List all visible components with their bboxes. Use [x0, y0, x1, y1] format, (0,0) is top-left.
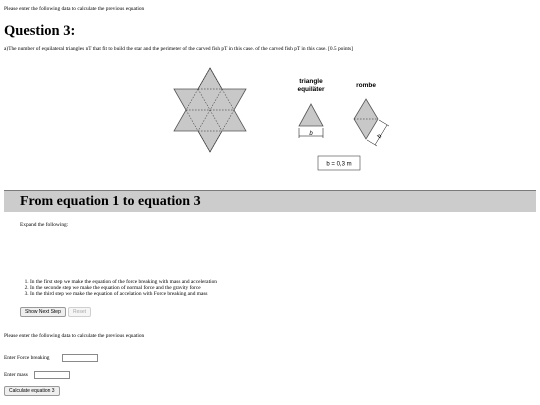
triangle-side-label: b — [309, 131, 313, 137]
triangle-shape — [299, 104, 323, 126]
force-breaking-input[interactable] — [62, 354, 98, 362]
section-header — [4, 190, 536, 212]
mass-input[interactable] — [34, 371, 70, 379]
rombe-side-label: b — [376, 133, 384, 140]
calculate-equation-button[interactable]: Calculate equation 3 — [4, 386, 60, 396]
mass-label: Enter mass — [4, 372, 28, 378]
rombe-label: rombe — [356, 82, 376, 89]
triangle-label-line-1: triangle — [299, 78, 323, 85]
form-note: Please enter the following data to calculate the previous equation — [4, 333, 145, 339]
triangle-label-line-2: equiläter — [297, 86, 325, 93]
force-breaking-label: Enter Force breaking — [4, 355, 50, 361]
step-item: 3. In the third step we make the equation of accelation with Force breaking and mass — [30, 291, 217, 297]
show-next-step-button[interactable]: Show Next Step — [20, 307, 66, 317]
question-title: Question 3: — [4, 23, 76, 39]
step-item: 1. In the first step we make the equation of the force breaking with mass and acceleration — [30, 279, 217, 285]
reset-button[interactable]: Reset — [68, 307, 91, 317]
star-figure — [170, 64, 420, 184]
section-title: From equation 1 to equation 3 — [20, 194, 201, 209]
steps-list — [20, 279, 217, 297]
question-text: a)The number of equilateral triangles nT that fit to build the star and the perimeter of the carved fish pT in this case. of the carved fish pT in this case. [0.5 points] — [4, 46, 353, 52]
value-label: b = 0,3 m — [326, 161, 352, 168]
intro-note: Please enter the following data to calculate the previous equation — [4, 6, 145, 12]
step-item: 2. In the seconde step we make the equation of normal force and the gravity force — [30, 285, 217, 291]
expand-label: Expand the following: — [20, 222, 69, 228]
